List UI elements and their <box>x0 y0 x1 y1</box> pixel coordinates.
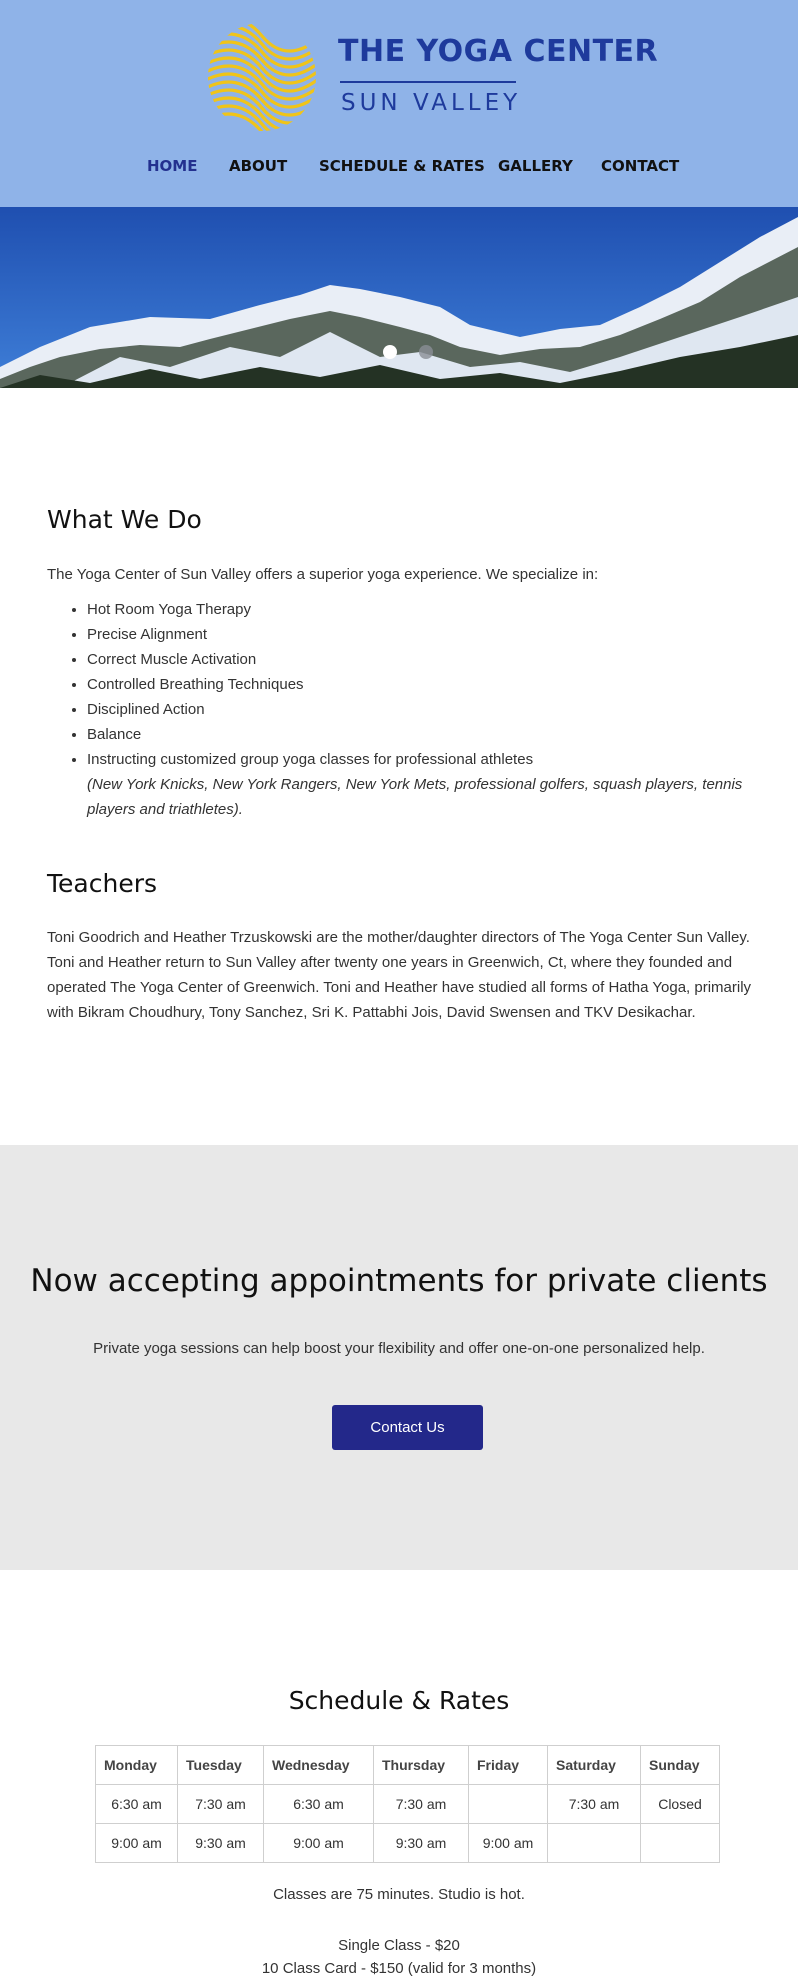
site-header <box>0 0 798 207</box>
table-cell: Closed <box>641 1785 720 1824</box>
table-cell: 9:30 am <box>178 1824 264 1863</box>
nav-about[interactable]: ABOUT <box>229 157 288 175</box>
cta-title: Now accepting appointments for private clients <box>30 1263 768 1299</box>
nav-contact[interactable]: CONTACT <box>601 157 680 175</box>
sun-logo-icon[interactable] <box>207 22 317 132</box>
athletes-note: (New York Knicks, New York Rangers, New York Mets, professional golfers, squash players, tennis players and triathletes). <box>87 776 743 818</box>
list-item: • Balance <box>87 722 767 747</box>
nav-schedule-rates[interactable]: SCHEDULE & RATES <box>319 157 485 175</box>
table-cell: 6:30 am <box>96 1785 178 1824</box>
slider-dot-1[interactable] <box>383 345 397 359</box>
schedule-heading: Schedule & Rates <box>288 1686 510 1715</box>
table-cell: 9:00 am <box>96 1824 178 1863</box>
table-cell: 7:30 am <box>548 1785 641 1824</box>
private-clients-section <box>0 1145 798 1570</box>
rate-class-card: 10 Class Card - $150 (valid for 3 months) <box>261 1960 537 1977</box>
teachers-heading: Teachers <box>47 869 157 898</box>
teachers-text: Toni Goodrich and Heather Trzuskowski are the mother/daughter directors of The Yoga Center Sun Valley. Toni and Heather return to Sun Valley after twenty one years in Greenwich, Ct, where they founded and operated The Yoga Center of Greenwich. Toni and Heather have studied all forms of Hatha Yoga, primarily with Bikram Choudhury, Tony Sanchez, Sri K. Pattabhi Jois, David Swensen and TKV Desikachar. <box>47 929 752 1021</box>
main-nav <box>0 157 798 181</box>
hero-slider <box>0 207 798 388</box>
list-item: • Precise Alignment <box>87 622 767 647</box>
column-header: Thursday <box>374 1746 469 1785</box>
column-header: Sunday <box>641 1746 720 1785</box>
cta-text: Private yoga sessions can help boost your flexibility and offer one-on-one personalized help. <box>93 1340 705 1357</box>
table-header-row <box>96 1746 720 1785</box>
slider-dot-2[interactable] <box>419 345 433 359</box>
list-item: • Disciplined Action <box>87 697 767 722</box>
column-header: Wednesday <box>264 1746 374 1785</box>
specialties-list <box>47 597 767 822</box>
column-header: Friday <box>469 1746 548 1785</box>
class-note: Classes are 75 minutes. Studio is hot. <box>273 1886 525 1903</box>
column-header: Saturday <box>548 1746 641 1785</box>
list-item: • Hot Room Yoga Therapy <box>87 597 767 622</box>
table-cell: 7:30 am <box>374 1785 469 1824</box>
table-cell <box>469 1785 548 1824</box>
table-cell: 9:00 am <box>264 1824 374 1863</box>
table-cell: 9:00 am <box>469 1824 548 1863</box>
brand-divider <box>340 81 516 83</box>
athletes-item-label: Instructing customized group yoga classes for professional athletes <box>87 751 534 768</box>
brand-title[interactable]: THE YOGA CENTER <box>338 34 659 69</box>
column-header: Monday <box>96 1746 178 1785</box>
list-item <box>87 747 767 822</box>
schedule-table <box>95 1745 720 1863</box>
list-item: • Correct Muscle Activation <box>87 647 767 672</box>
table-row <box>96 1785 720 1824</box>
list-item: • Controlled Breathing Techniques <box>87 672 767 697</box>
what-we-do-intro: The Yoga Center of Sun Valley offers a superior yoga experience. We specialize in: <box>47 566 599 583</box>
brand-subtitle[interactable]: SUN VALLEY <box>341 90 522 116</box>
mountain-hero-image <box>0 207 798 388</box>
nav-home[interactable]: HOME <box>147 157 198 175</box>
contact-us-button[interactable]: Contact Us <box>332 1405 483 1450</box>
table-cell: 6:30 am <box>264 1785 374 1824</box>
table-cell: 9:30 am <box>374 1824 469 1863</box>
table-cell: 7:30 am <box>178 1785 264 1824</box>
rate-single-class: Single Class - $20 <box>338 1937 460 1954</box>
table-cell <box>641 1824 720 1863</box>
table-cell <box>548 1824 641 1863</box>
table-row <box>96 1824 720 1863</box>
column-header: Tuesday <box>178 1746 264 1785</box>
what-we-do-heading: What We Do <box>47 505 202 534</box>
nav-gallery[interactable]: GALLERY <box>498 157 573 175</box>
